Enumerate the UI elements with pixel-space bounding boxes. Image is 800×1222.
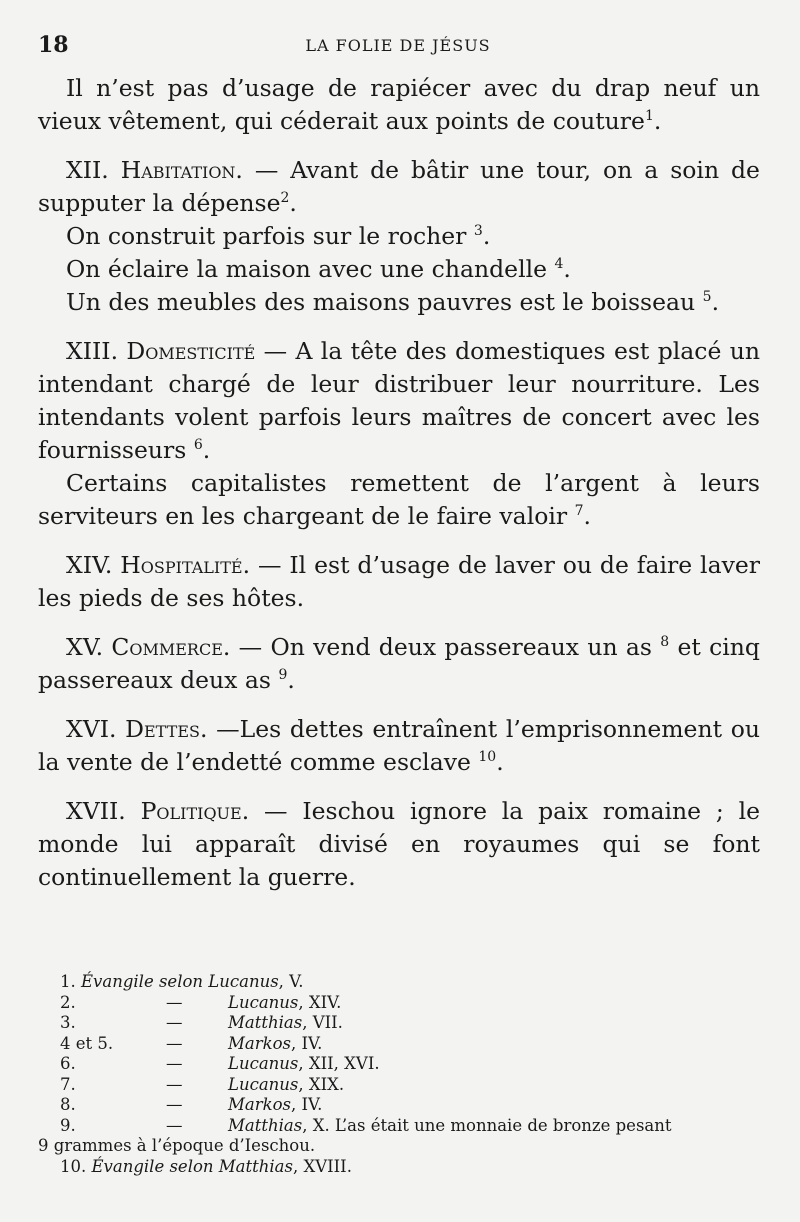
section-xv xyxy=(38,631,760,697)
footnote-ref: 1 xyxy=(644,108,654,125)
footnote-source: Matthias xyxy=(228,1013,303,1032)
ditto-dash: — xyxy=(166,1115,183,1135)
footnote-tail: , XVIII. xyxy=(292,1156,352,1176)
footnote-2 xyxy=(38,993,760,1014)
section-xii xyxy=(38,154,760,220)
section-text: — A la tête des domestiques est placé un intendant chargé de leur distribuer leur nourriture. Les intendants volent parfois leurs maîtres de concert avec les fournisseurs xyxy=(38,337,760,464)
section-text: On éclaire la maison avec une chandelle xyxy=(66,255,548,283)
footnote-ref: 8 xyxy=(660,634,670,651)
section-numeral: XVII. xyxy=(66,797,126,825)
footnote-tail: , VII. xyxy=(302,1013,343,1032)
ditto-dash: — xyxy=(166,1013,183,1032)
footnote-ref: 7 xyxy=(574,503,584,520)
punctuation: . xyxy=(711,288,720,316)
footnote-source: Lucanus xyxy=(228,1074,299,1094)
footnote-tail: , XIX. xyxy=(298,1074,345,1094)
footnote-7 xyxy=(38,1075,760,1096)
page-header xyxy=(38,32,758,62)
section-xii-line-3 xyxy=(38,253,760,286)
running-head: LA FOLIE DE JÉSUS xyxy=(305,36,491,55)
section-heading: Habitation. xyxy=(120,156,243,184)
footnote-1 xyxy=(38,972,760,993)
section-text: et cinq passereaux deux as xyxy=(38,633,760,694)
footnote-ref: 4 xyxy=(554,256,564,273)
body-text xyxy=(38,72,760,894)
footnote-source: Markos xyxy=(228,1033,292,1053)
section-xii-line-4 xyxy=(38,286,760,319)
footnote-italic: Évangile xyxy=(81,972,154,991)
footnote-number: 6. xyxy=(60,1054,76,1073)
ditto-dash: — xyxy=(166,1054,183,1073)
section-heading: Politique. xyxy=(140,797,250,825)
section-xiv xyxy=(38,549,760,615)
footnote-9-continued: 9 grammes à l’époque d’Ieschou. xyxy=(38,1136,316,1155)
paragraph-intro xyxy=(38,72,760,138)
footnote-tail: , X. L’as était une monnaie de bronze pesant xyxy=(302,1115,672,1135)
footnote-number: 8. xyxy=(60,1095,76,1114)
section-heading: Commerce. xyxy=(111,633,231,661)
footnote-tail: , XII, XVI. xyxy=(298,1054,380,1073)
ditto-dash: — xyxy=(166,992,183,1012)
page-number: 18 xyxy=(38,32,69,58)
footnote-number: 10. xyxy=(60,1156,87,1176)
punctuation: . xyxy=(202,436,211,464)
footnote-tail: , IV. xyxy=(291,1095,323,1114)
section-numeral: XIII. xyxy=(66,337,119,365)
ditto-dash: — xyxy=(166,1095,183,1114)
section-xii-line-2 xyxy=(38,220,760,253)
footnote-number: 1. xyxy=(60,972,76,991)
footnotes xyxy=(38,972,760,1177)
footnote-ref: 2 xyxy=(280,190,290,207)
section-numeral: XIV. xyxy=(66,551,113,579)
section-text: — Avant de bâtir une tour, on a soin de supputer la dépense xyxy=(38,156,760,217)
footnote-italic: Évangile selon Matthias xyxy=(91,1156,293,1176)
section-text: Certains capitalistes remettent de l’argent à leurs serviteurs en les chargeant de le faire valoir xyxy=(38,469,760,530)
footnote-number: 3. xyxy=(60,1013,76,1032)
footnote-source: Lucanus xyxy=(228,1054,299,1073)
section-text: — On vend deux passereaux un as xyxy=(238,633,652,661)
ditto-dash: — xyxy=(166,1074,183,1094)
footnote-9 xyxy=(38,1116,760,1137)
section-text: — Il est d’usage de laver ou de faire laver les pieds de ses hôtes. xyxy=(38,551,760,612)
footnote-ref: 5 xyxy=(702,289,712,306)
footnote-6 xyxy=(38,1054,760,1075)
footnote-ref: 6 xyxy=(193,437,203,454)
footnote-3 xyxy=(38,1013,760,1034)
punctuation: . xyxy=(482,222,491,250)
section-heading: Dettes. xyxy=(125,715,208,743)
ditto-dash: — xyxy=(166,1033,183,1053)
footnote-number: 7. xyxy=(60,1074,76,1094)
footnote-number: 2. xyxy=(60,992,76,1012)
footnote-italic: selon xyxy=(153,972,209,991)
punctuation: . xyxy=(496,748,504,776)
section-heading: Hospitalité. xyxy=(120,551,251,579)
footnote-source: Matthias xyxy=(228,1115,303,1135)
punctuation: . xyxy=(289,189,297,217)
section-xiii-line-2 xyxy=(38,467,760,533)
section-text: On construit parfois sur le rocher xyxy=(66,222,467,250)
footnote-10 xyxy=(38,1157,760,1178)
section-numeral: XII. xyxy=(66,156,109,184)
footnote-number: 4 et 5. xyxy=(60,1033,114,1053)
punctuation: . xyxy=(563,255,571,283)
footnote-tail: , XIV. xyxy=(298,992,342,1012)
footnote-tail: , V. xyxy=(278,972,304,991)
footnote-ref: 3 xyxy=(473,223,483,240)
footnote-8 xyxy=(38,1095,760,1116)
footnote-ref: 9 xyxy=(278,667,288,684)
punctuation: . xyxy=(653,107,662,135)
footnote-number: 9. xyxy=(60,1115,76,1135)
section-heading: Domesticité xyxy=(126,337,256,365)
paragraph-text: Il n’est pas d’usage de rapiécer avec du drap neuf un vieux vêtement, qui céderait aux points de couture xyxy=(38,74,760,135)
footnote-source: Markos xyxy=(228,1095,292,1114)
section-numeral: XVI. xyxy=(66,715,117,743)
footnote-ref: 10 xyxy=(478,749,497,766)
footnote-4-5 xyxy=(38,1034,760,1055)
footnote-source: Lucanus xyxy=(208,972,279,991)
punctuation: . xyxy=(287,666,295,694)
footnote-tail: , IV. xyxy=(291,1033,323,1053)
section-xvii xyxy=(38,795,760,894)
punctuation: . xyxy=(583,502,591,530)
section-xvi xyxy=(38,713,760,779)
footnote-source: Lucanus xyxy=(228,992,299,1012)
section-numeral: XV. xyxy=(66,633,104,661)
section-text: Un des meubles des maisons pauvres est le boisseau xyxy=(66,288,696,316)
section-text: —Les dettes entraînent l’emprisonnement ou la vente de l’endetté comme esclave xyxy=(38,715,760,776)
section-xiii xyxy=(38,335,760,467)
section-text: — Ieschou ignore la paix romaine ; le monde lui apparaît divisé en royaumes qui se font continuellement la guerre. xyxy=(38,797,760,891)
